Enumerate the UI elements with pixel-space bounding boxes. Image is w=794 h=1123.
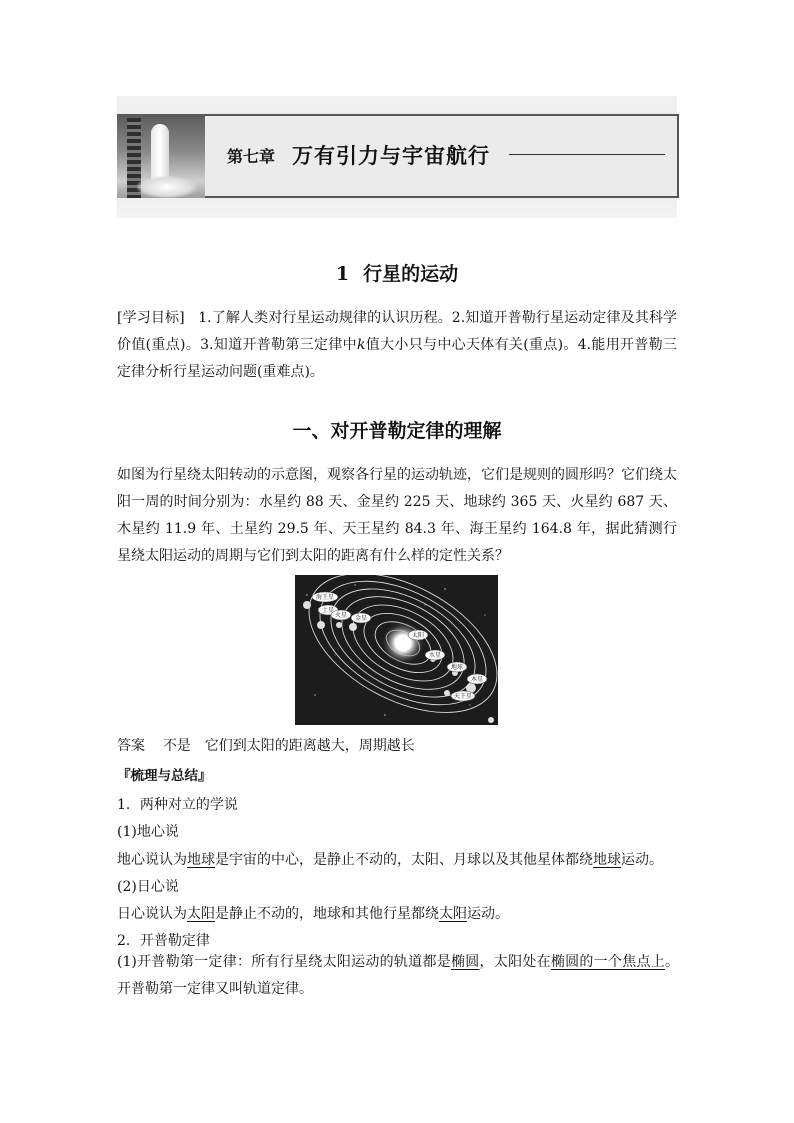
label-jupiter: 木星 bbox=[471, 676, 484, 683]
rocket-icon bbox=[151, 124, 169, 182]
section-number: 1 bbox=[335, 263, 350, 285]
summary-item-1: 1．两种对立的学说 bbox=[117, 797, 238, 813]
chapter-banner bbox=[117, 96, 677, 218]
chapter-label: 第七章 bbox=[227, 147, 276, 166]
label-mars: 火星 bbox=[335, 612, 348, 619]
kepler1-blank-2: 椭圆的一个焦点上 bbox=[550, 954, 666, 970]
kepler1-text-c: 。开普勒第一定律又叫轨道定律。 bbox=[117, 954, 680, 997]
chapter-title: 万有引力与宇宙航行 bbox=[292, 144, 490, 168]
question-paragraph bbox=[117, 462, 677, 570]
heliocentric-text-a: 日心说认为 bbox=[117, 906, 187, 922]
solar-system-figure bbox=[295, 575, 498, 725]
heliocentric-blank-1: 太阳 bbox=[187, 906, 215, 922]
label-venus: 金星 bbox=[355, 615, 368, 622]
learning-goals-text: 1.了解人类对行星运动规律的认识历程。2.知道开普勒行星运动定律及其科学价值(重点)。3.知道开普勒第三定律中 bbox=[117, 310, 677, 353]
label-neptune: 海王星 bbox=[316, 594, 335, 601]
kepler-first-law bbox=[117, 949, 679, 1003]
learning-goals-text-2: 值大小只与中心天体有关(重点)。4.能用开普勒三定律分析行星运动问题(重难点)。 bbox=[117, 337, 677, 380]
summary-item-2: 2．开普勒定律 bbox=[117, 933, 210, 949]
label-sun: 太阳 bbox=[412, 632, 425, 639]
sun bbox=[395, 635, 411, 651]
geocentric-text bbox=[117, 850, 687, 870]
heliocentric-title: (2)日心说 bbox=[117, 879, 179, 895]
geocentric-blank-2: 地球 bbox=[593, 852, 621, 868]
kepler1-text-a: (1)开普勒第一定律：所有行星绕太阳运动的轨道都是 bbox=[117, 954, 451, 970]
answer-line bbox=[117, 736, 687, 756]
smoke-cloud bbox=[137, 176, 197, 198]
section-title bbox=[0, 259, 794, 286]
geocentric-title: (1)地心说 bbox=[117, 824, 179, 840]
answer-tag: 答案 bbox=[117, 738, 145, 754]
part1-heading: 一、对开普勒定律的理解 bbox=[292, 420, 502, 442]
rocket-launch-photo bbox=[117, 114, 208, 198]
geocentric-blank-1: 地球 bbox=[187, 852, 215, 868]
label-saturn: 土星 bbox=[322, 607, 335, 614]
solar-system-diagram bbox=[295, 575, 498, 725]
learning-goals bbox=[117, 305, 677, 386]
heliocentric-text bbox=[117, 904, 687, 924]
summary-heading: 『梳理与总结』 bbox=[117, 768, 212, 784]
kepler1-text-b: ，太阳处在 bbox=[479, 954, 551, 970]
label-mercury: 水星 bbox=[429, 652, 442, 659]
k-symbol: k bbox=[356, 337, 366, 353]
heliocentric-text-c: 运动。 bbox=[467, 906, 509, 922]
answer-text: 不是 它们到太阳的距离越大，周期越长 bbox=[162, 738, 415, 754]
heliocentric-blank-2: 太阳 bbox=[439, 906, 467, 922]
kepler1-blank-1: 椭圆 bbox=[450, 954, 480, 970]
heliocentric-text-b: 是静止不动的，地球和其他行星都绕 bbox=[215, 906, 439, 922]
learning-goals-tag: [学习目标] bbox=[117, 310, 185, 326]
question-text: 如图为行星绕太阳转动的示意图，观察各行星的运动轨迹，它们是规则的圆形吗？它们绕太阳一周的时间分别为：水星约 88 天、金星约 225 天、地球约 365 天、火星约 687 天、木星约 11.9 年、土星约 29.5 年、天王星约 84.3 年、海王星约 164.8 年，据此猜测行星绕太阳运动的周期与它们到太阳的距离有什么样的定性关系？ bbox=[117, 467, 677, 564]
label-earth: 地球 bbox=[451, 664, 464, 671]
geocentric-text-c: 运动。 bbox=[621, 852, 663, 868]
chapter-title-rule bbox=[509, 154, 665, 155]
geocentric-text-a: 地心说认为 bbox=[117, 852, 187, 868]
section-title-text: 行星的运动 bbox=[363, 263, 459, 285]
geocentric-text-b: 是宇宙的中心，是静止不动的，太阳、月球以及其他星体都绕 bbox=[215, 852, 593, 868]
label-uranus: 天王星 bbox=[454, 693, 473, 700]
